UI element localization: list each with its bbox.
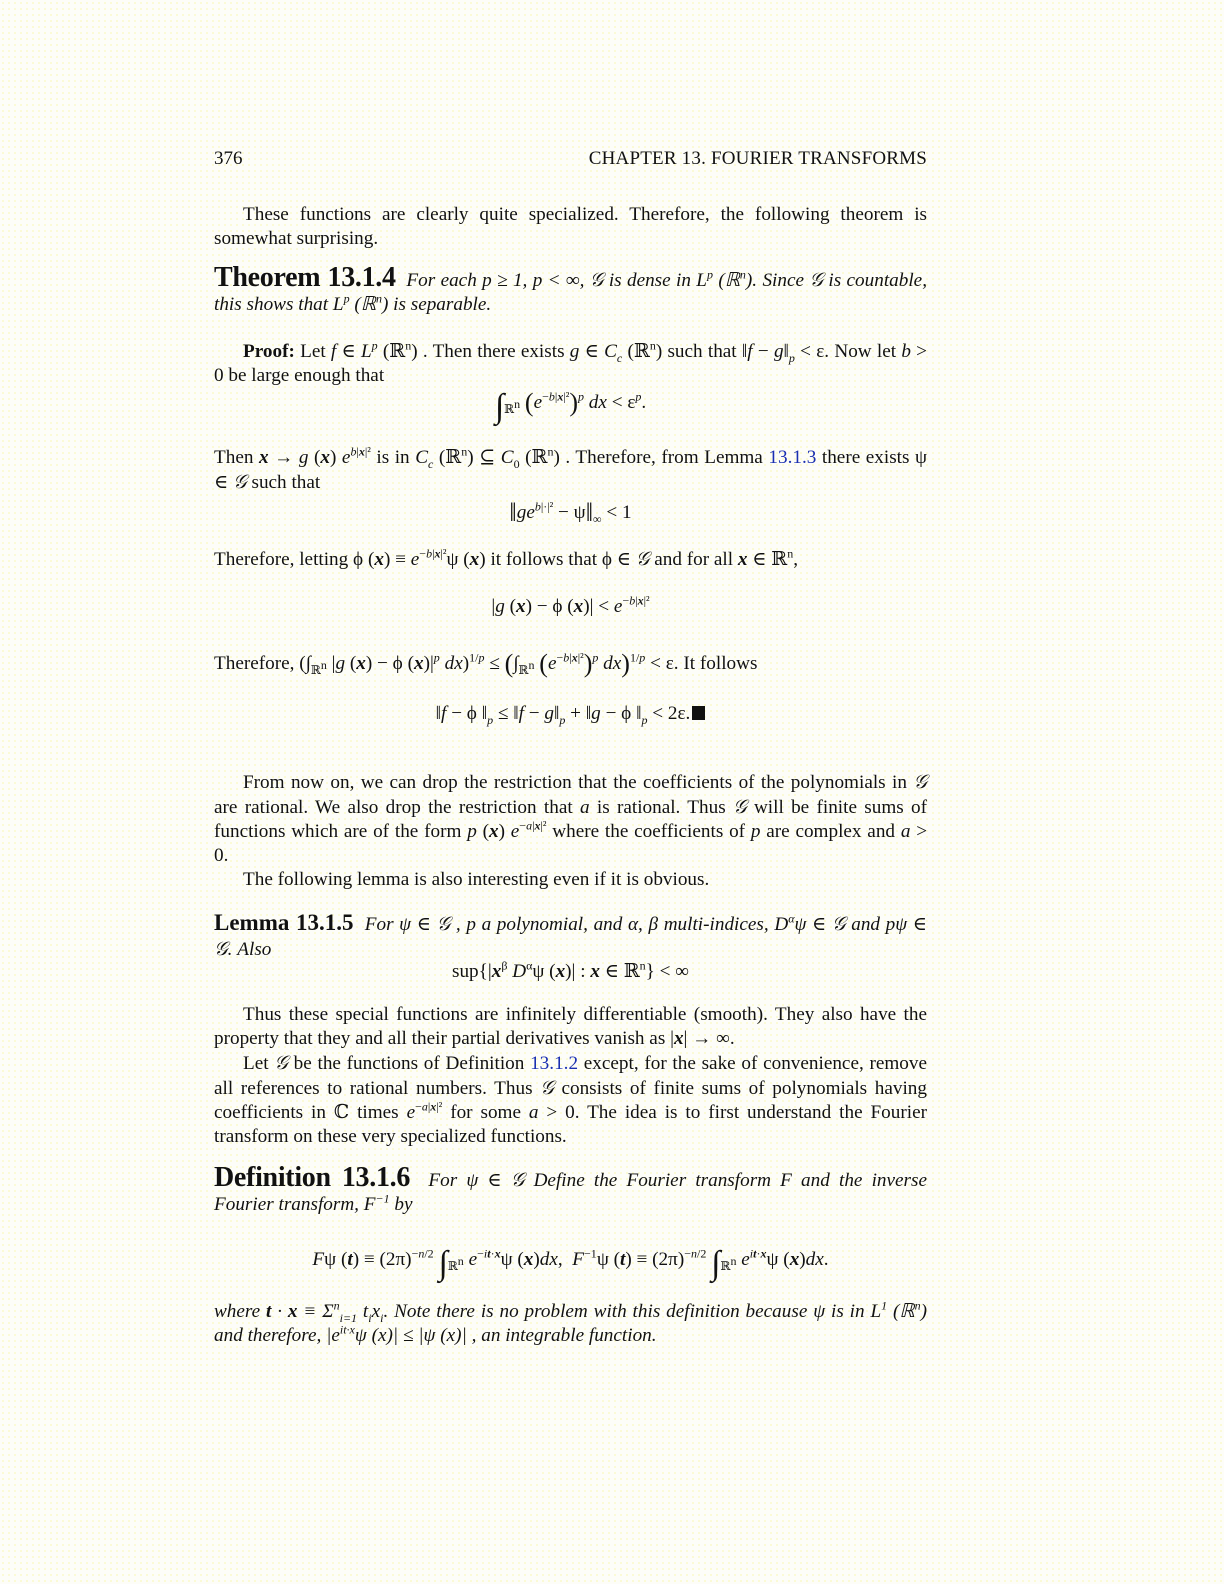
intro-paragraph: These functions are clearly quite specialized. Therefore, the following theorem is somewhat surprising. bbox=[214, 204, 927, 249]
page-number: 376 bbox=[214, 148, 243, 169]
definition-label: Definition 13.1.6 bbox=[214, 1162, 411, 1193]
proof-label: Proof: bbox=[243, 341, 295, 362]
lemma-13-1-5 bbox=[214, 911, 927, 962]
proof-therefore: Therefore, ($\int_{ℝ^n}$ |g (x) − ϕ $(x)|^p$ $dx)^{1/p} \le (\int_{ℝ^n}$ $(e^{-b|x|^2})^p$ dx)$^{1/p}$ < ε. It follows bbox=[214, 649, 758, 678]
equation-1: $\int_{ℝ^n}$ $(e^{-b|x|^2})^p$ dx < $\varepsilon^p$. bbox=[494, 388, 647, 425]
definition-13-1-2-link[interactable]: 13.1.2 bbox=[530, 1053, 579, 1074]
running-header bbox=[214, 148, 927, 170]
definition-statement: For ψ ∈ 𝒢 Define the Fourier transform F and the inverse Fourier transform, $F^{-1}$ by bbox=[214, 1168, 928, 1215]
paragraph-following-lemma: The following lemma is also interesting even if it is obvious. bbox=[243, 869, 710, 890]
proof-intro: Proof: Let f ∈ $L^p$ (ℝ$^n$) . Then there exists g ∈ $C_c$ (ℝ$^n$) such that ‖f − $g‖_p < \varepsilon$. Now let b > 0 be large enough that bbox=[214, 338, 927, 386]
running-title: CHAPTER 13. FOURIER TRANSFORMS bbox=[588, 148, 927, 169]
lemma-equation: $sup\{|x^\beta$ $D^\alpha\psi$ (x)| : x ∈ ℝ$^n$} < ∞ bbox=[452, 958, 689, 982]
equation-4: ‖f − ϕ $‖_p$ ≤ ‖f − $g‖_p$ + ‖g − ϕ $‖_p < 2\varepsilon$. bbox=[214, 703, 927, 725]
proof-letting: Therefore, letting ϕ $(x) \equiv e^{-b|x|^2}\psi$ (x) it follows that ϕ ∈ 𝒢 and for all x ∈ ℝ$^n$, bbox=[214, 546, 799, 570]
paragraph-from-now-on: From now on, we can drop the restriction that the coefficients of the polynomials in 𝒢 are rational. We also drop the restriction that a is rational. Thus 𝒢 will be finite sums of functions which are of the form p (x) $e^{-a|x|^2}$ where the coefficients of p are complex and a > 0. bbox=[214, 770, 928, 866]
equation-3: |g (x) − ϕ $(x)| < e^{-b|x|^2}$ bbox=[491, 593, 650, 617]
theorem-statement: For each p ≥ 1, p < ∞, 𝒢 is dense in $L^p$ (ℝ$^n$). Since 𝒢 is countable, this shows that $L^p$ (ℝ$^n$) is separable. bbox=[214, 267, 927, 315]
fourier-transform-equation: Fψ $(t) \equiv (2\pi)^{-n/2}$ $\int_{ℝ^n}$ $e^{-it\cdot x}\psi$ (x)dx, $F^{-1}\psi$ $(t) \equiv (2\pi)^{-n/2}$ $\int_{ℝ^n}$ $e^{it\cdot x}\psi$ (x)dx. bbox=[312, 1245, 829, 1282]
lemma-statement: For ψ ∈ 𝒢 , p a polynomial, and α, β multi-indices, $D^\alpha\psi$ ∈ 𝒢 and pψ ∈ 𝒢. Also bbox=[214, 911, 927, 960]
lemma-13-1-3-link[interactable]: 13.1.3 bbox=[768, 447, 817, 468]
paragraph-let-g: Let 𝒢 be the functions of Definition 13.1.2 except, for the sake of convenience, remove all references to rational numbers. Thus 𝒢 consists of finite sums of polynomials having coefficients in ℂ times $e^{-a|x|^2}$ for some a > 0. The idea is to first understand the Fourier transform on these very specialized functions. bbox=[214, 1051, 928, 1147]
qed-square-icon bbox=[692, 706, 705, 720]
paragraph-thus-smooth: Thus these special functions are infinitely differentiable (smooth). They also have the property that they and all their partial derivatives vanish as |x| → ∞. bbox=[214, 1004, 927, 1049]
theorem-13-1-4 bbox=[214, 262, 927, 317]
proof-then: Then x → g (x) $e^{b|x|^2}$ is in $C_c$ (ℝ$^n$) ⊆ $C_0$ (ℝ$^n$) . Therefore, from Lemma 13.1.3 there exists ψ ∈ 𝒢 such that bbox=[214, 444, 928, 493]
lemma-label: Lemma 13.1.5 bbox=[214, 910, 354, 935]
equation-2: $‖ge^{b|\cdot|^2}$ − $\psi‖_\infty < 1$ bbox=[509, 498, 632, 527]
theorem-label: Theorem 13.1.4 bbox=[214, 262, 396, 293]
definition-13-1-6 bbox=[214, 1162, 928, 1217]
definition-note: where $t \cdot x \equiv \Sigma^n_{i=1}$ $t_ix_i$. Note there is no problem with this definition because ψ is in $L^1$ (ℝ$^n$) and therefore, $|e^{it\cdot x}\psi$ (x)| ≤ |ψ (x)| , an integrable function. bbox=[214, 1298, 927, 1346]
